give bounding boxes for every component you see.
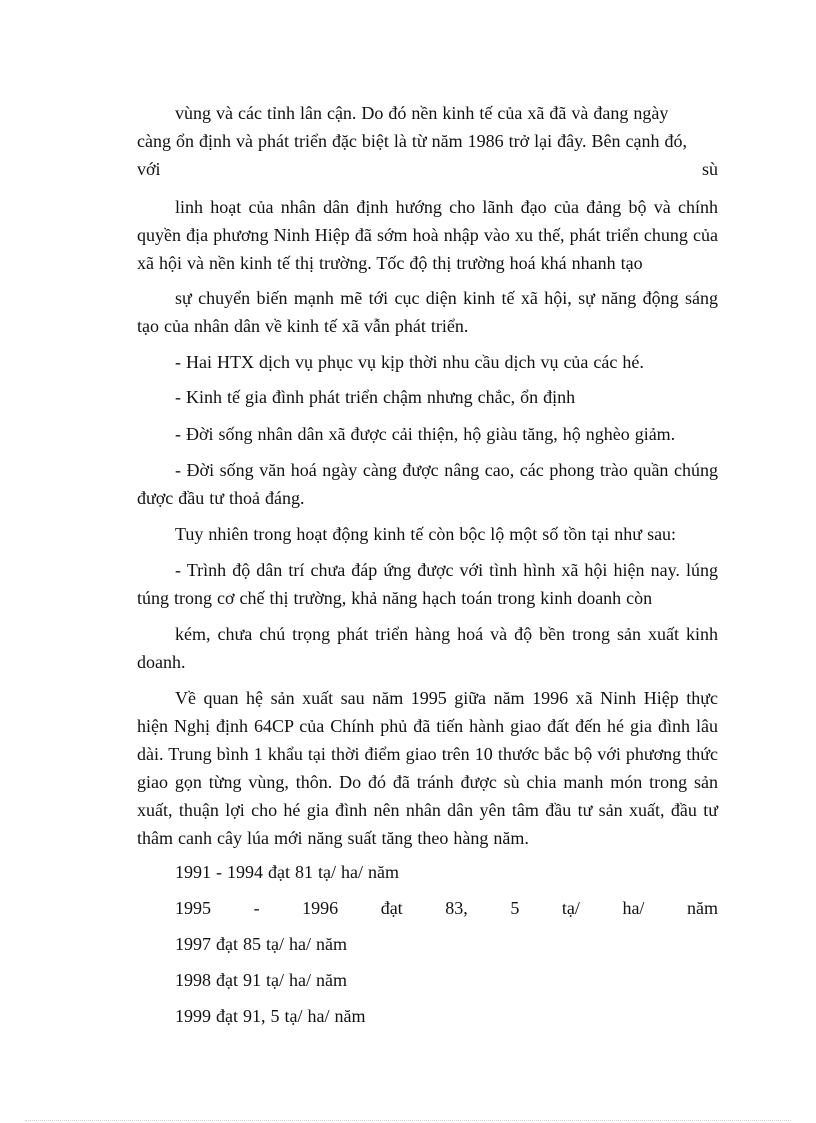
paragraph	[137, 284, 718, 340]
page-bottom-border	[25, 1120, 791, 1121]
yield-line	[137, 1002, 718, 1030]
bullet-item	[137, 420, 718, 448]
bullet-text: - Đời sống văn hoá ngày càng được nâng cao, các phong trào quần chúng được đầu tư thoả đáng.	[137, 460, 718, 508]
yield-text: 1998 đạt 91 tạ/ ha/ năm	[175, 970, 347, 990]
bullet-item	[137, 348, 718, 376]
paragraph	[137, 193, 718, 277]
bullet-item	[137, 383, 718, 411]
paragraph-continuation	[137, 99, 718, 183]
text-fragment: sù	[701, 159, 718, 179]
bullet-text: - Hai HTX dịch vụ phục vụ kịp thời nhu cầu dịch vụ của các hé.	[175, 352, 644, 372]
yield-text: 1991 - 1994 đạt 81 tạ/ ha/ năm	[175, 862, 399, 882]
paragraph	[137, 520, 718, 548]
yield-line	[137, 858, 718, 886]
text-fragment: với	[137, 159, 161, 179]
paragraph	[137, 620, 718, 676]
paragraph-text: kém, chưa chú trọng phát triển hàng hoá và độ bền trong sản xuất kinh doanh.	[137, 624, 718, 672]
bullet-text: - Trình độ dân trí chưa đáp ứng được với tình hình xã hội hiện nay. lúng túng trong cơ chế thị trường, khả năng hạch toán trong kinh doanh còn	[137, 560, 718, 608]
bullet-item	[137, 456, 718, 512]
bullet-item	[137, 556, 718, 612]
bullet-text: - Kinh tế gia đình phát triển chậm nhưng chắc, ổn định	[175, 387, 576, 407]
paragraph-text: Tuy nhiên trong hoạt động kinh tế còn bộc lộ một số tồn tại như sau:	[175, 524, 677, 544]
split-line	[137, 155, 718, 183]
yield-line	[137, 894, 718, 922]
paragraph-text: sự chuyển biến mạnh mẽ tới cục diện kinh tế xã hội, sự năng động sáng tạo của nhân dân về kinh tế xã vẫn phát triển.	[137, 288, 718, 336]
yield-line	[137, 966, 718, 994]
paragraph-text: linh hoạt của nhân dân định hướng cho lãnh đạo của đảng bộ và chính quyền địa phương Ninh Hiệp đã sớm hoà nhập vào xu thế, phát triển chung của xã hội và nền kinh tế thị trường. Tốc độ thị trường hoá khá nhanh tạo	[137, 197, 718, 273]
yield-text: 1997 đạt 85 tạ/ ha/ năm	[175, 934, 347, 954]
yield-text: 1999 đạt 91, 5 tạ/ ha/ năm	[175, 1006, 366, 1026]
bullet-text: - Đời sống nhân dân xã được cải thiện, hộ giàu tăng, hộ nghèo giảm.	[175, 424, 676, 444]
text-line: càng ổn định và phát triển đặc biệt là từ năm 1986 trở lại đây. Bên cạnh đó,	[137, 131, 687, 151]
text-line: vùng và các tỉnh lân cận. Do đó nền kinh tế của xã đã và đang ngày	[175, 103, 669, 123]
paragraph	[137, 684, 718, 852]
paragraph-text: Về quan hệ sản xuất sau năm 1995 giữa năm 1996 xã Ninh Hiệp thực hiện Nghị định 64CP của Chính phủ đã tiến hành giao đất đến hé gia đình lâu dài. Trung bình 1 khẩu tại thời điểm giao trên 10 thước bắc bộ với phương thức giao gọn từng vùng, thôn. Do đó đã tránh được sù chia manh món trong sản xuất, thuận lợi cho hé gia đình nên nhân dân yên tâm đầu tư sản xuất, đầu tư thâm canh cây lúa mới năng suất tăng theo hàng năm.	[137, 688, 718, 848]
yield-line	[137, 930, 718, 958]
yield-text: 1995 - 1996 đạt 83, 5 tạ/ ha/ năm	[175, 898, 718, 918]
